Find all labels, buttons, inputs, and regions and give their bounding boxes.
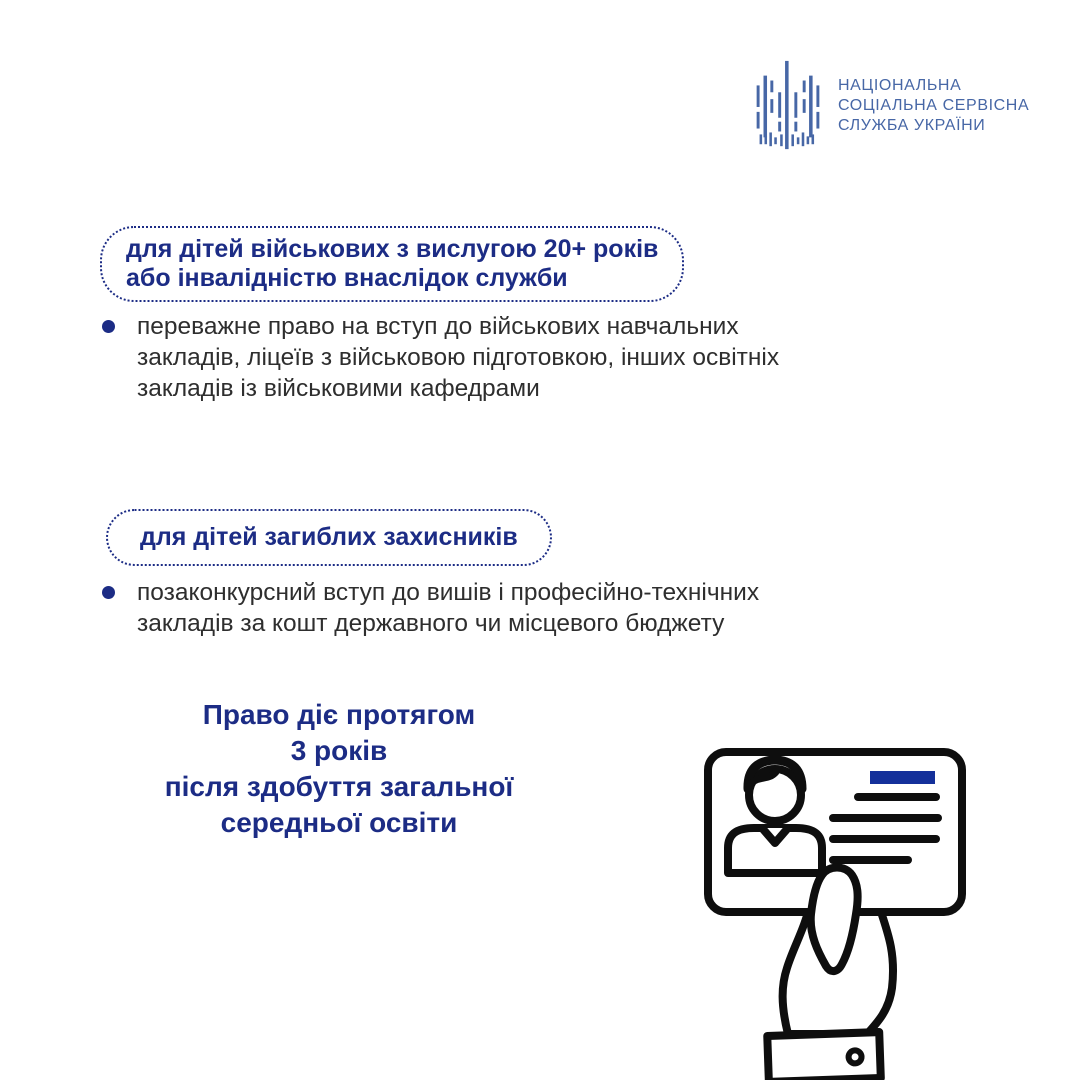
note-line: 3 років	[290, 735, 388, 766]
bullet-text-line: закладів за кошт державного чи місцевого бюджету	[137, 610, 725, 637]
org-name	[838, 76, 1029, 136]
heading-pill-military-service-children	[100, 226, 684, 302]
validity-note	[96, 697, 582, 841]
hand-holding-id-card-illustration	[688, 738, 980, 1080]
org-logo	[752, 57, 1029, 155]
bullet-text	[137, 577, 759, 639]
note-line: Право діє протягом	[202, 699, 476, 730]
sleeve-cuff	[767, 1032, 881, 1080]
bullet-text-line: позаконкурсний вступ до вишів і професійно-технічних	[137, 579, 760, 606]
bullet-text-line: закладів із військовими кафедрами	[137, 375, 540, 402]
bullet-item	[102, 577, 759, 639]
card-accent-bar	[870, 771, 935, 784]
org-name-line: НАЦІОНАЛЬНА	[838, 77, 962, 94]
note-line: після здобуття загальної	[164, 771, 514, 802]
pill-line: або інвалідністю внаслідок служби	[126, 264, 568, 292]
trident-bars-icon	[752, 57, 824, 155]
note-line: середньої освіти	[220, 807, 458, 838]
org-name-line: СОЦІАЛЬНА СЕРВІСНА	[838, 97, 1030, 114]
bullet-text-line: переважне право на вступ до військових навчальних	[137, 313, 739, 340]
bullet-item	[102, 311, 779, 404]
bullet-dot-icon	[102, 320, 115, 333]
bullet-text	[137, 311, 779, 404]
bullet-dot-icon	[102, 586, 115, 599]
pill-line: для дітей військових з вислугою 20+ років	[126, 235, 659, 263]
bullet-text-line: закладів, ліцеїв з військовою підготовкою, інших освітніх	[137, 344, 780, 371]
heading-pill-fallen-defenders-children	[106, 509, 552, 566]
pill-line: для дітей загиблих захисників	[140, 523, 518, 551]
org-name-line: СЛУЖБА УКРАЇНИ	[838, 117, 986, 134]
